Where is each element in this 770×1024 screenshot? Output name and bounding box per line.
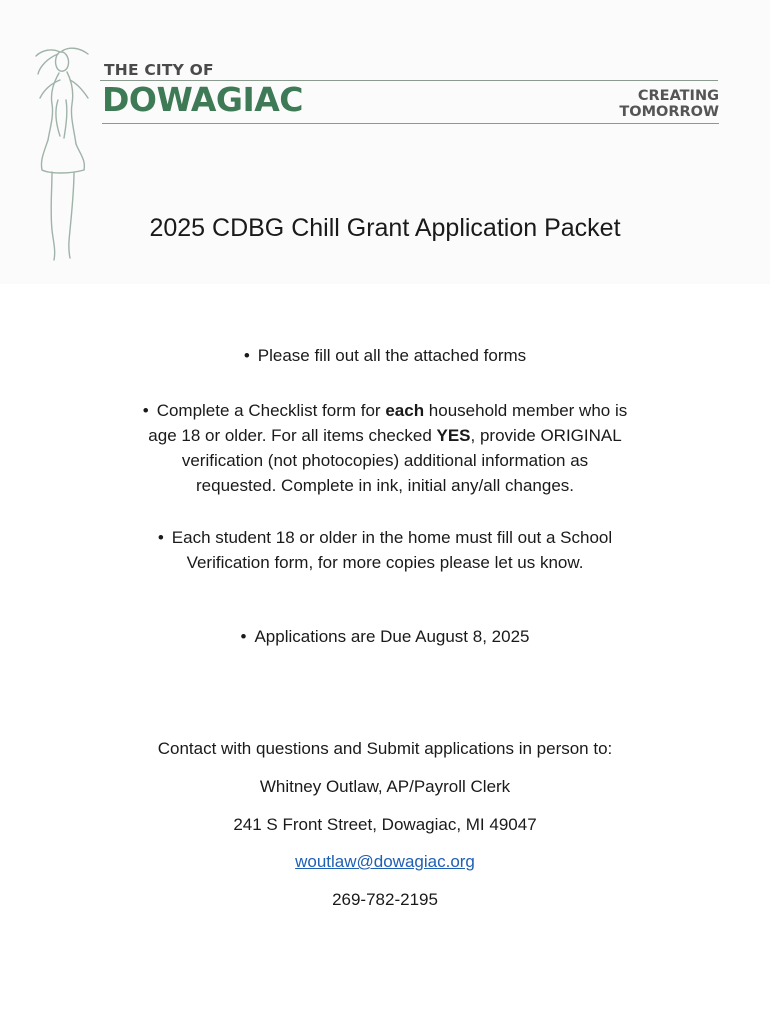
bullet-student-line-1	[0, 525, 770, 550]
bullet-checklist-line-2	[0, 423, 770, 448]
bullet-dot-icon: •	[240, 627, 247, 646]
bullet-dot-icon: •	[243, 346, 250, 365]
city-of-label: THE CITY OF	[104, 61, 214, 79]
bullet-due-date	[0, 624, 770, 649]
tagline	[606, 88, 719, 120]
bullet-checklist-line-3: verification (not photocopies) additional information as	[181, 451, 589, 470]
contact-email-row	[0, 850, 770, 874]
contact-address: 241 S Front Street, Dowagiac, MI 49047	[233, 815, 537, 834]
contact-email-link[interactable]: woutlaw@dowagiac.org	[295, 852, 475, 871]
tagline-line-1: CREATING	[637, 88, 719, 104]
bullet-checklist-emphasis: YES	[436, 426, 471, 445]
bullet-student-text: Each student 18 or older in the home must fill out a School	[171, 528, 613, 547]
contact-phone: 269-782-2195	[332, 890, 438, 909]
bullet-checklist-emphasis: each	[385, 401, 425, 420]
page-title: 2025 CDBG Chill Grant Application Packet	[149, 214, 621, 242]
header-rule-bottom	[102, 123, 719, 124]
bullet-fill-forms-text: Please fill out all the attached forms	[257, 346, 527, 365]
bullet-checklist-text: Complete a Checklist form for	[156, 401, 386, 420]
city-name-wordmark: DOWAGIAC	[102, 80, 304, 119]
bullet-due-date-text: Applications are Due August 8, 2025	[254, 627, 530, 646]
bullet-checklist-text: age 18 or older. For all items checked	[148, 426, 437, 445]
bullet-checklist-line-1	[0, 398, 770, 423]
tagline-line-2: TOMORROW	[619, 104, 719, 120]
bullet-dot-icon: •	[142, 401, 149, 420]
contact-intro: Contact with questions and Submit applications in person to:	[157, 739, 613, 758]
bullet-checklist-text: household member who is	[424, 401, 628, 420]
bullet-checklist	[0, 398, 770, 498]
bullet-dot-icon: •	[157, 528, 164, 547]
contact-name: Whitney Outlaw, AP/Payroll Clerk	[259, 777, 511, 796]
bullet-student-line-2: Verification form, for more copies please let us know.	[186, 553, 584, 572]
bullet-checklist-text: , provide ORIGINAL	[470, 426, 622, 445]
bullet-fill-forms	[0, 343, 770, 368]
bullet-student	[0, 525, 770, 575]
bullet-checklist-line-4: requested. Complete in ink, initial any/all changes.	[196, 476, 574, 495]
